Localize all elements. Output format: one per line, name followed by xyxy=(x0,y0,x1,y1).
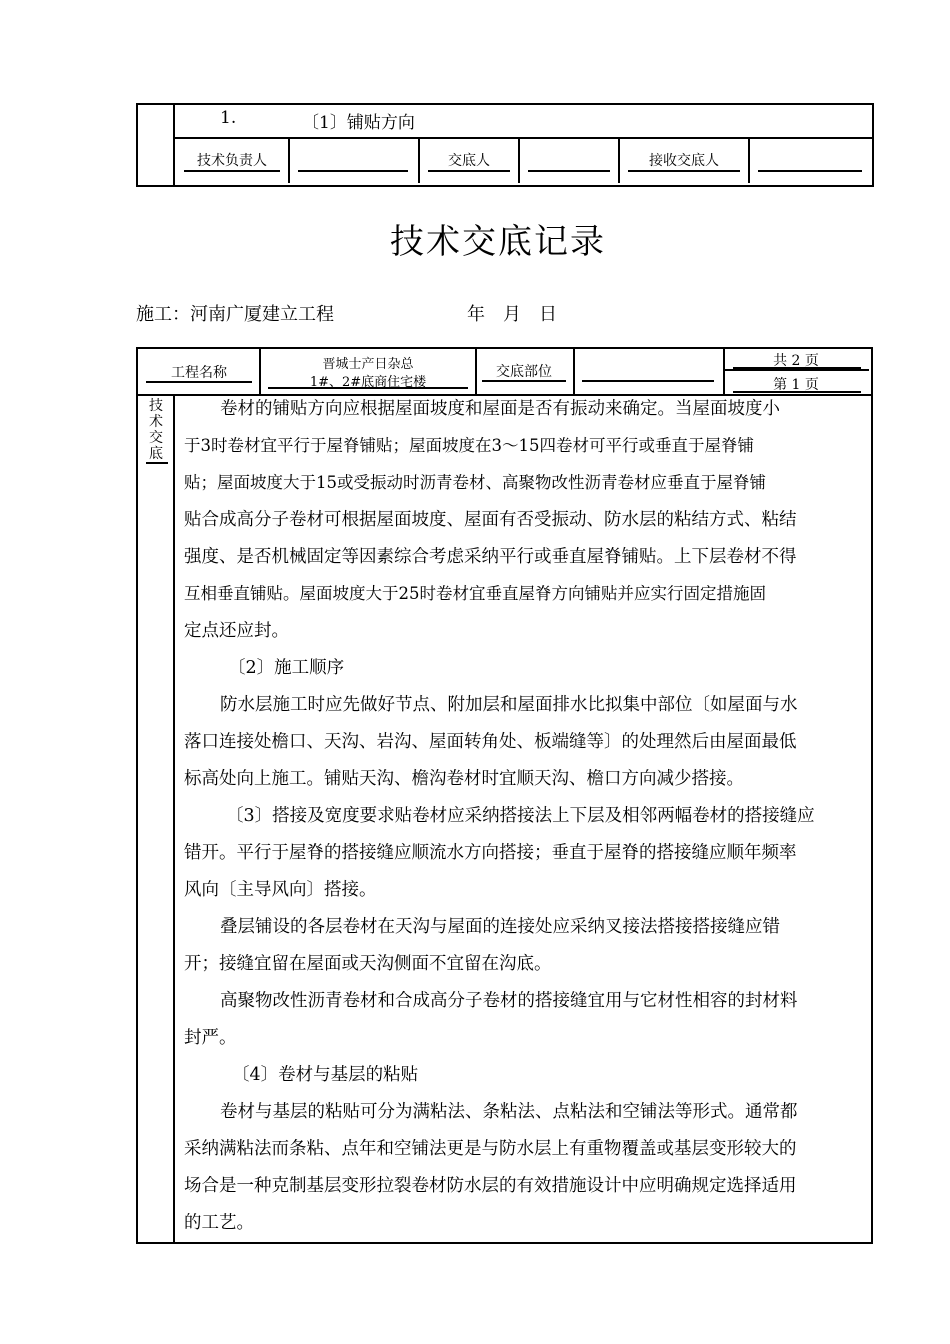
body-line-3: 贴；屋面坡度大于15或受振动时沥青卷材、高聚物改性沥青卷材应垂直于屋脊铺 xyxy=(184,473,766,492)
side-label xyxy=(146,398,166,462)
construction-company: 施工：河南广厦建立工程 xyxy=(136,304,334,325)
body-line-22: 场合是一种克制基层变形拉裂卷材防水层的有效措施设计中应明确规定选择适用 xyxy=(184,1176,797,1196)
body-line-8: 〔2〕施工顺序 xyxy=(228,658,345,678)
project-name-label: 工程名称 xyxy=(171,365,227,381)
body-line-14: 风向〔主导风向〕搭接。 xyxy=(184,880,377,900)
body-line-15: 叠层铺设的各层卷材在天沟与屋面的连接处应采纳叉接法搭接搭接缝应错 xyxy=(220,917,780,937)
project-name-label-underline xyxy=(146,381,252,383)
header-divider-2 xyxy=(475,347,477,394)
tech-lead-label: 技术负责人 xyxy=(197,153,267,169)
handover-signature-line xyxy=(528,170,610,172)
project-name-line1: 晋城士产日杂总 xyxy=(322,357,414,372)
tech-lead-signature-line xyxy=(298,170,408,172)
side-label-char-2: 术 xyxy=(149,414,163,430)
page-title: 技术交底记录 xyxy=(390,222,606,262)
date-label: 年 月 日 xyxy=(467,304,557,325)
sig-divider-5 xyxy=(748,137,750,183)
body-line-18: 封严。 xyxy=(184,1028,237,1048)
body-line-2: 于3时卷材宜平行于屋脊铺贴；屋面坡度在3～15四卷材可平行或垂直于屋脊铺 xyxy=(184,436,754,455)
sig-divider-2 xyxy=(418,137,420,183)
total-pages-underline xyxy=(733,367,861,369)
receiver-label: 接收交底人 xyxy=(649,153,719,169)
location-label-underline xyxy=(482,380,566,382)
side-label-char-3: 交 xyxy=(149,430,163,446)
page-number: 第 1 页 xyxy=(773,377,819,393)
header-divider-3 xyxy=(573,347,575,394)
sig-divider-1 xyxy=(288,137,290,183)
body-line-12: 〔3〕搭接及宽度要求贴卷材应采纳搭接法上下层及相邻两幅卷材的搭接缝应 xyxy=(226,806,815,826)
body-line-20: 卷材与基层的粘贴可分为满粘法、条粘法、点粘法和空铺法等形式。通常都 xyxy=(220,1102,798,1122)
top-item-title: 〔1〕铺贴方向 xyxy=(302,113,415,133)
location-label: 交底部位 xyxy=(496,364,552,380)
body-line-5: 强度、是否机械固定等因素综合考虑采纳平行或垂直屋脊铺贴。上下层卷材不得 xyxy=(184,547,797,567)
handover-label: 交底人 xyxy=(448,153,490,169)
body-line-16: 开；接缝宜留在屋面或天沟侧面不宜留在沟底。 xyxy=(184,954,552,974)
sig-divider-4 xyxy=(618,137,620,183)
side-label-char-4: 底 xyxy=(149,446,163,462)
body-line-1: 卷材的铺贴方向应根据屋面坡度和屋面是否有振动来确定。当屋面坡度小 xyxy=(220,399,780,419)
body-line-21: 采纳满粘法而条粘、点年和空铺法更是与防水层上有重物覆盖或基层变形较大的 xyxy=(184,1139,797,1159)
page-number-underline xyxy=(733,391,861,393)
side-column-divider xyxy=(173,394,175,1242)
total-pages: 共 2 页 xyxy=(773,353,819,369)
project-name-underline xyxy=(268,387,468,389)
body-line-4: 贴合成高分子卷材可根据屋面坡度、屋面有否受振动、防水层的粘结方式、粘结 xyxy=(184,510,797,530)
body-line-6: 互相垂直铺贴。屋面坡度大于25时卷材宜垂直屋脊方向铺贴并应实行固定措施固 xyxy=(184,584,766,603)
top-item-number: 1. xyxy=(220,108,237,128)
header-divider-1 xyxy=(259,347,261,394)
tech-lead-label-underline xyxy=(184,170,280,172)
receiver-label-underline xyxy=(628,170,740,172)
side-label-underline xyxy=(146,462,168,464)
body-line-19: 〔4〕卷材与基层的粘贴 xyxy=(232,1065,419,1085)
body-line-23: 的工艺。 xyxy=(184,1213,254,1233)
body-line-11: 标高处向上施工。铺贴天沟、檐沟卷材时宜顺天沟、檐口方向减少搭接。 xyxy=(184,769,744,789)
top-table-divider-horizontal xyxy=(173,103,872,139)
handover-label-underline xyxy=(428,170,510,172)
body-line-7: 定点还应封。 xyxy=(184,621,289,641)
body-line-17: 高聚物改性沥青卷材和合成高分子卷材的搭接缝宜用与它材性相容的封材料 xyxy=(220,991,798,1011)
sig-divider-3 xyxy=(518,137,520,183)
body-line-10: 落口连接处檐口、天沟、岩沟、屋面转角处、板端缝等〕的处理然后由屋面最低 xyxy=(184,732,797,752)
project-name-line2: 1#、2#底商住宅楼 xyxy=(309,375,427,390)
location-value-line xyxy=(582,380,714,382)
receiver-signature-line xyxy=(758,170,862,172)
side-label-char-1: 技 xyxy=(149,398,163,414)
body-line-9: 防水层施工时应先做好节点、附加层和屋面排水比拟集中部位〔如屋面与水 xyxy=(220,695,798,715)
body-line-13: 错开。平行于屋脊的搭接缝应顺流水方向搭接；垂直于屋脊的搭接缝应顺年频率 xyxy=(184,843,797,863)
